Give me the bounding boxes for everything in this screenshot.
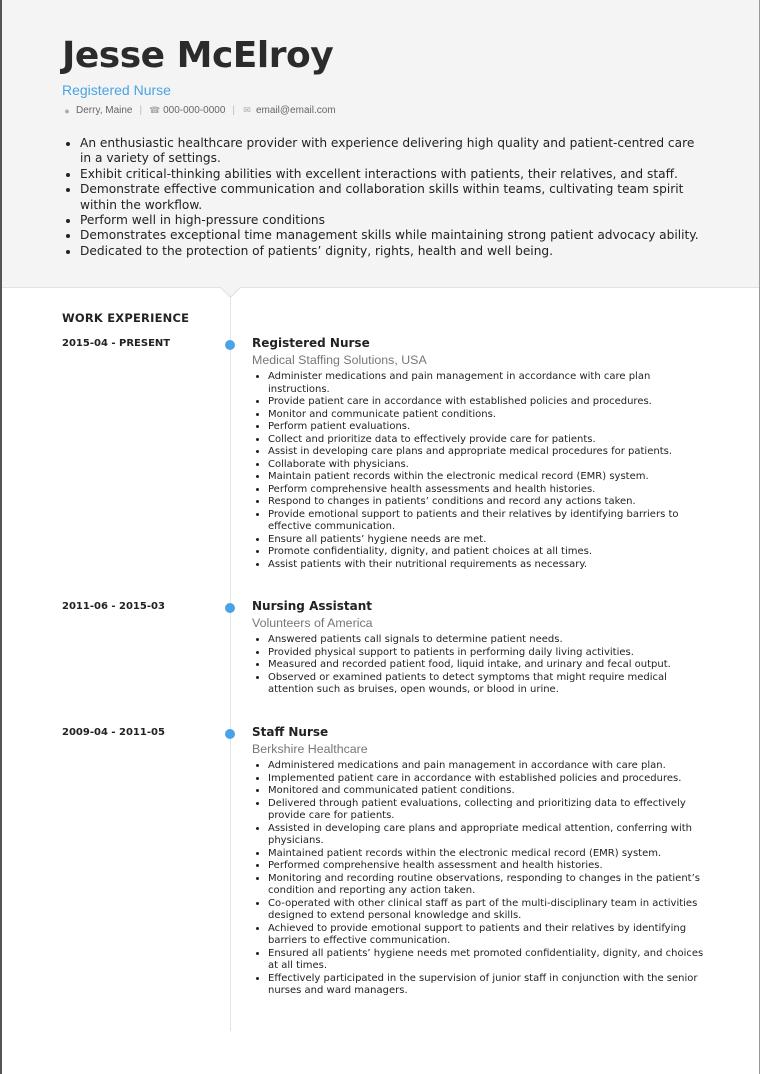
timeline-dot [225, 729, 235, 739]
location-text: Derry, Maine [76, 105, 133, 116]
duty-item: • Answered patients call signals to determine patient needs. [268, 634, 712, 647]
duty-item: • Measured and recorded patient food, liquid intake, and urinary and fecal output. [268, 659, 712, 672]
duty-item: • Co-operated with other clinical staff as part of the multi-disciplinary team in activities designed to extend personal knowledge and skills. [268, 898, 712, 923]
candidate-name: Jesse McElroy [62, 35, 334, 76]
duty-item: • Administered medications and pain management in accordance with care plan. [268, 760, 712, 773]
resume-header [2, 0, 759, 288]
work-experience-heading: WORK EXPERIENCE [62, 311, 190, 325]
duty-item: • Maintain patient records within the electronic medical record (EMR) system. [268, 471, 712, 484]
summary-list [62, 136, 699, 259]
duty-item: • Achieved to provide emotional support to patients and their relatives by identifying barriers to effective communication. [268, 923, 712, 948]
job-dates: 2015-04 - PRESENT [62, 338, 171, 349]
contact-phone [149, 105, 225, 116]
duty-item: • Monitoring and recording routine observations, responding to changes in the patient’s condition and reporting any action taken. [268, 873, 712, 898]
duty-item: • Provide emotional support to patients and their relatives by identifying barriers to effective communication. [268, 509, 712, 534]
timeline-line [230, 296, 231, 1031]
job-duties [252, 634, 712, 697]
contact-email [242, 105, 336, 116]
summary-item: • Dedicated to the protection of patients’ dignity, rights, health and well being. [80, 244, 699, 259]
duty-item: • Effectively participated in the supervision of junior staff in conjunction with the senior nurses and ward managers. [268, 973, 712, 998]
duty-item: • Assisted in developing care plans and appropriate medical attention, conferring with physicians. [268, 823, 712, 848]
duty-item: • Respond to changes in patients’ conditions and record any actions taken. [268, 496, 712, 509]
contact-location [62, 105, 133, 116]
duty-item: • Assist in developing care plans and appropriate medical procedures for patients. [268, 446, 712, 459]
duty-item: • Maintained patient records within the electronic medical record (EMR) system. [268, 848, 712, 861]
job-title: Registered Nurse [252, 336, 370, 350]
duty-item: • Perform patient evaluations. [268, 421, 712, 434]
job-title: Staff Nurse [252, 725, 329, 739]
summary-item: • Exhibit critical-thinking abilities with excellent interactions with patients, their relatives, and staff. [80, 167, 699, 182]
duty-item: • Assist patients with their nutritional requirements as necessary. [268, 559, 712, 572]
summary-item: • Demonstrates exceptional time management skills while maintaining strong patient advocacy ability. [80, 228, 699, 243]
duty-item: • Performed comprehensive health assessment and health histories. [268, 860, 712, 873]
job-duties [252, 760, 712, 998]
job-company: Volunteers of America [252, 616, 373, 630]
location-pin-icon: ● [64, 105, 70, 116]
duty-item: • Collaborate with physicians. [268, 459, 712, 472]
duty-item: • Observed or examined patients to detect symptoms that might require medical attention such as bruises, open wounds, or blood in urine. [268, 672, 712, 697]
duty-item: • Provide patient care in accordance with established policies and procedures. [268, 396, 712, 409]
header-notch [220, 277, 241, 298]
duty-item: • Provided physical support to patients in performing daily living activities. [268, 647, 712, 660]
email-icon: ✉ [243, 105, 251, 115]
duty-item: • Monitor and communicate patient conditions. [268, 409, 712, 422]
summary-item: • Demonstrate effective communication and collaboration skills within teams, cultivating team spirit within the workflow. [80, 182, 699, 213]
contact-separator: | [232, 105, 235, 116]
duty-item: • Promote confidentiality, dignity, and patient choices at all times. [268, 546, 712, 559]
summary-item: • An enthusiastic healthcare provider with experience delivering high quality and patient-centred care in a variety of settings. [80, 136, 699, 167]
duty-item: • Implemented patient care in accordance with established policies and procedures. [268, 773, 712, 786]
summary-item: • Perform well in high-pressure conditions [80, 213, 699, 228]
duty-item: • Administer medications and pain management in accordance with care plan instructions. [268, 371, 712, 396]
candidate-role: Registered Nurse [62, 82, 171, 98]
duty-item: • Ensure all patients’ hygiene needs are met. [268, 534, 712, 547]
duty-item: • Monitored and communicated patient conditions. [268, 785, 712, 798]
duty-item: • Ensured all patients’ hygiene needs met promoted confidentiality, dignity, and choices at all times. [268, 948, 712, 973]
job-dates: 2011-06 - 2015-03 [62, 601, 165, 612]
job-content [252, 335, 712, 571]
job-company: Medical Staffing Solutions, USA [252, 353, 427, 367]
timeline-dot [225, 603, 235, 613]
email-text: email@email.com [256, 105, 336, 116]
duty-item: • Delivered through patient evaluations, collecting and prioritizing data to effectively provide care for patients. [268, 798, 712, 823]
job-dates: 2009-04 - 2011-05 [62, 727, 165, 738]
phone-icon: ☎ [149, 105, 161, 115]
contact-info [62, 105, 699, 116]
job-content [252, 598, 712, 697]
duty-item: • Perform comprehensive health assessments and health histories. [268, 484, 712, 497]
phone-text: 000-000-0000 [163, 105, 226, 116]
job-title: Nursing Assistant [252, 599, 373, 613]
duty-item: • Collect and prioritize data to effectively provide care for patients. [268, 434, 712, 447]
job-company: Berkshire Healthcare [252, 742, 368, 756]
timeline-dot [225, 340, 235, 350]
job-content [252, 724, 712, 998]
job-duties [252, 371, 712, 571]
contact-separator: | [139, 105, 143, 116]
